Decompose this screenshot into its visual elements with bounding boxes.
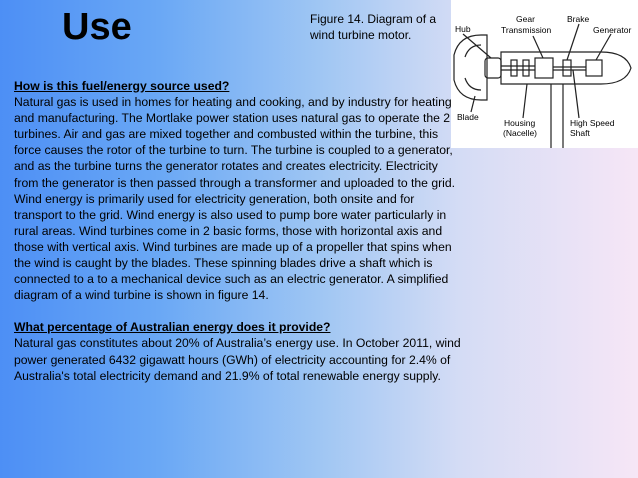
wind-turbine-diagram <box>451 0 638 148</box>
diagram-label-gear: Gear <box>516 14 535 24</box>
brake-shape <box>563 60 571 76</box>
section-heading-percentage: What percentage of Australian energy does it provide? <box>14 320 331 335</box>
wind-turbine-drawing <box>451 0 638 148</box>
diagram-label-housing: Housing <box>504 118 536 128</box>
diagram-label-blade: Blade <box>457 112 479 122</box>
diagram-label-nacelle: (Nacelle) <box>503 128 538 138</box>
diagram-label-high-speed: High Speed <box>570 118 615 128</box>
section-body-usage: Natural gas is used in homes for heating and cooking, and by industry for heating and manufacturing. The Mortlake power station uses natural gas to operate the 2 turbines. Air and gas are mixed together and combusted within the turbine, this force causes the rotor of the turbine to turn. The turbine is coupled to a generator, and as the turbine turns the generator rotates and creates electricity. Electricity from the generator is then passed through a transformer and uploaded to the grid. Wind energy is primarily used for electricity generation, both onsite and for transport to the grid. Wind energy is also used to pump bore water particularly in rural areas. Wind turbines come in 2 basic forms, those with horizontal axis and those with vertical axis. Wind turbines are made up of a propeller that spins when the wind is caught by the blades. These spinning blades drive a shaft which is connected to a to a mechanical device such as an electric generator. A simplified diagram of a wind turbine is shown in figure 14. <box>14 95 456 303</box>
section-heading-usage: How is this fuel/energy source used? <box>14 79 230 93</box>
generator-shape <box>586 60 602 76</box>
gear-transmission-shape <box>535 58 553 78</box>
page-title: Use <box>62 6 132 48</box>
diagram-label-hub: Hub <box>455 24 471 34</box>
nacelle-shape <box>501 52 631 84</box>
section-gap <box>14 303 462 319</box>
diagram-label-brake: Brake <box>567 14 590 24</box>
figure-caption: Figure 14. Diagram of a wind turbine motor. <box>310 12 437 42</box>
diagram-label-transmission: Transmission <box>501 25 552 35</box>
section-body-percentage: Natural gas constitutes about 20% of Australia’s energy use. In October 2011, wind power generated 6432 gigawatt hours (GWh) of electricity accounting for 2.4% of Australia's total electricity demand and 21.9% of total renewable energy supply. <box>14 336 461 383</box>
diagram-label-generator: Generator <box>593 25 632 35</box>
diagram-label-shaft: Shaft <box>570 128 590 138</box>
main-content <box>14 78 462 384</box>
